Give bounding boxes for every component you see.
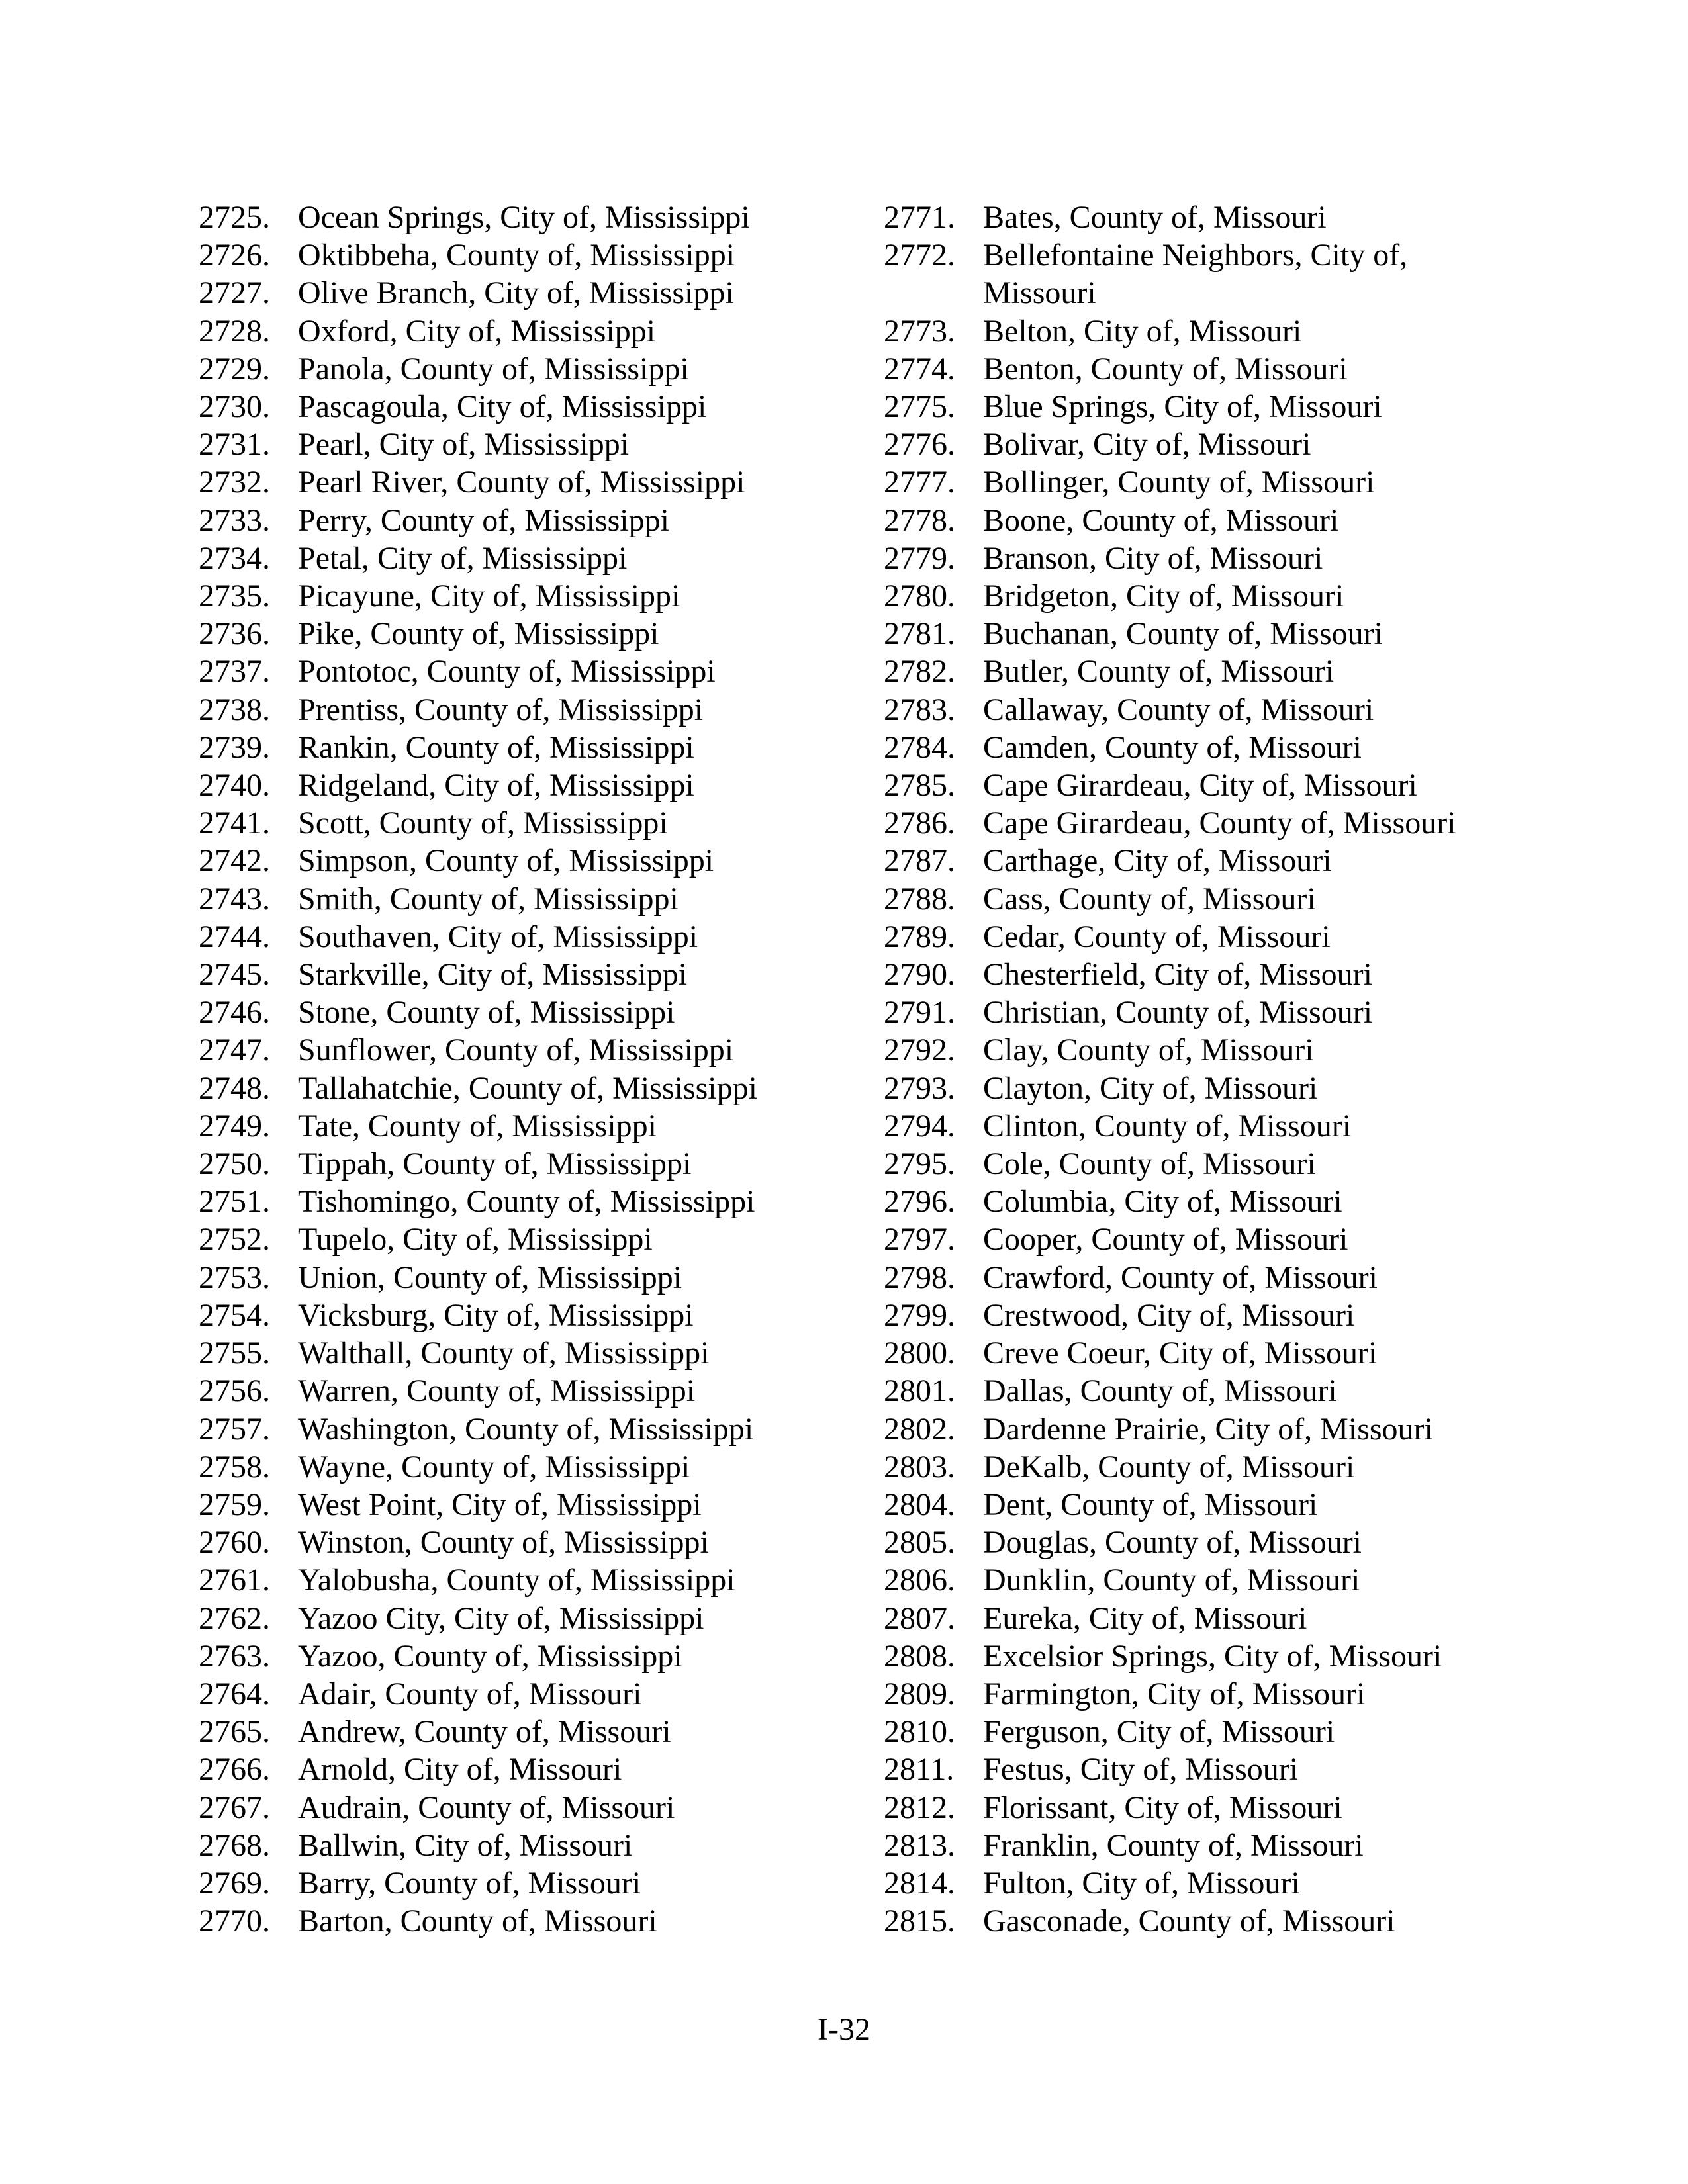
entry-name: Dent, County of, Missouri: [983, 1486, 1318, 1522]
entry-number: 2800.: [884, 1336, 955, 1371]
list-item: [884, 236, 1506, 312]
entry-name: Perry, County of, Mississippi: [298, 502, 669, 538]
entry-name: Camden, County of, Missouri: [983, 729, 1362, 765]
entry-name: Southaven, City of, Mississippi: [298, 919, 698, 954]
list-item: [884, 426, 1506, 463]
entry-number: 2736.: [199, 616, 270, 652]
list-item: [884, 1561, 1506, 1599]
entry-number: 2801.: [884, 1373, 955, 1409]
entry-number: 2765.: [199, 1714, 270, 1750]
list-item: [199, 1637, 794, 1675]
list-item: [199, 1259, 794, 1297]
list-item: [884, 766, 1506, 804]
list-item: [884, 1069, 1506, 1107]
entry-number: 2758.: [199, 1449, 270, 1484]
list-item: [199, 615, 794, 653]
entry-name: Gasconade, County of, Missouri: [983, 1903, 1395, 1939]
entry-number: 2792.: [884, 1032, 955, 1068]
entry-name: Winston, County of, Mississippi: [298, 1525, 709, 1561]
entry-number: 2734.: [199, 540, 270, 576]
list-item: [884, 1864, 1506, 1902]
entry-name: Clay, County of, Missouri: [983, 1032, 1314, 1068]
list-item: [884, 1334, 1506, 1372]
right-column-list: [884, 199, 1506, 1940]
entry-name: Tallahatchie, County of, Mississippi: [298, 1070, 757, 1106]
list-item: [199, 766, 794, 804]
list-item: [199, 1902, 794, 1940]
list-item: [199, 880, 794, 918]
entry-number: 2789.: [884, 919, 955, 954]
entry-name: Yazoo City, City of, Mississippi: [298, 1600, 704, 1636]
entry-name: Oxford, City of, Mississippi: [298, 313, 656, 349]
list-item: [199, 577, 794, 615]
list-item: [199, 1297, 794, 1334]
entry-name: Christian, County of, Missouri: [983, 995, 1373, 1030]
list-item: [199, 1448, 794, 1486]
list-item: [199, 350, 794, 388]
entry-name: Adair, County of, Missouri: [298, 1676, 642, 1711]
list-item: [884, 1827, 1506, 1864]
list-item: [199, 1486, 794, 1524]
entry-name: Sunflower, County of, Mississippi: [298, 1032, 734, 1068]
entry-name: Cape Girardeau, County of, Missouri: [983, 805, 1456, 841]
entry-name: Bellefontaine Neighbors, City of, Missouri: [983, 238, 1408, 311]
list-item: [884, 1410, 1506, 1448]
entry-name: Pascagoula, City of, Mississippi: [298, 389, 707, 425]
entry-name: Andrew, County of, Missouri: [298, 1714, 671, 1750]
list-item: [199, 1107, 794, 1145]
list-item: [884, 1183, 1506, 1220]
list-item: [884, 1600, 1506, 1637]
entry-number: 2802.: [884, 1411, 955, 1447]
entry-number: 2746.: [199, 995, 270, 1030]
entry-number: 2757.: [199, 1411, 270, 1447]
entry-number: 2790.: [884, 957, 955, 993]
entry-number: 2767.: [199, 1790, 270, 1825]
list-item: [884, 1902, 1506, 1940]
list-item: [199, 1713, 794, 1751]
entry-name: Farmington, City of, Missouri: [983, 1676, 1366, 1711]
entry-number: 2791.: [884, 995, 955, 1030]
list-item: [199, 502, 794, 539]
list-item: [884, 956, 1506, 993]
entry-number: 2777.: [884, 465, 955, 500]
list-item: [884, 1524, 1506, 1561]
list-item: [199, 1220, 794, 1258]
entry-number: 2781.: [884, 616, 955, 652]
entry-number: 2779.: [884, 540, 955, 576]
entry-name: Boone, County of, Missouri: [983, 502, 1339, 538]
entry-name: Carthage, City of, Missouri: [983, 843, 1332, 879]
list-item: [884, 1713, 1506, 1751]
entry-number: 2772.: [884, 238, 955, 273]
entry-number: 2743.: [199, 881, 270, 917]
entry-name: Dardenne Prairie, City of, Missouri: [983, 1411, 1433, 1447]
entry-name: Cass, County of, Missouri: [983, 881, 1316, 917]
left-column-list: [199, 199, 794, 1940]
entry-number: 2787.: [884, 843, 955, 879]
entry-name: Eureka, City of, Missouri: [983, 1600, 1307, 1636]
entry-number: 2785.: [884, 768, 955, 803]
list-item: [884, 842, 1506, 880]
entry-number: 2797.: [884, 1222, 955, 1257]
list-item: [199, 274, 794, 312]
entry-number: 2742.: [199, 843, 270, 879]
entry-number: 2788.: [884, 881, 955, 917]
entry-number: 2773.: [884, 313, 955, 349]
entry-number: 2753.: [199, 1259, 270, 1295]
entry-name: Starkville, City of, Mississippi: [298, 957, 688, 993]
list-item: [199, 1334, 794, 1372]
list-item: [884, 1486, 1506, 1524]
list-item: [199, 1789, 794, 1827]
entry-number: 2771.: [884, 200, 955, 235]
list-item: [884, 199, 1506, 236]
entry-name: Benton, County of, Missouri: [983, 351, 1348, 387]
list-item: [884, 1107, 1506, 1145]
entry-number: 2747.: [199, 1032, 270, 1068]
list-item: [199, 1600, 794, 1637]
entry-number: 2744.: [199, 919, 270, 954]
entry-name: Wayne, County of, Mississippi: [298, 1449, 690, 1484]
entry-name: Cedar, County of, Missouri: [983, 919, 1331, 954]
entry-number: 2755.: [199, 1336, 270, 1371]
entry-name: Pearl, City of, Mississippi: [298, 427, 630, 463]
entry-name: Yazoo, County of, Mississippi: [298, 1638, 682, 1674]
list-item: [884, 1145, 1506, 1183]
entry-number: 2814.: [884, 1865, 955, 1901]
list-item: [199, 804, 794, 842]
entry-number: 2725.: [199, 200, 270, 235]
list-item: [884, 388, 1506, 426]
entry-number: 2803.: [884, 1449, 955, 1484]
list-item: [199, 463, 794, 501]
entry-number: 2750.: [199, 1146, 270, 1182]
entry-number: 2786.: [884, 805, 955, 841]
list-item: [884, 463, 1506, 501]
entry-number: 2809.: [884, 1676, 955, 1711]
entry-name: Tate, County of, Mississippi: [298, 1108, 657, 1144]
entry-name: Olive Branch, City of, Mississippi: [298, 275, 734, 311]
list-item: [199, 729, 794, 766]
entry-name: Audrain, County of, Missouri: [298, 1790, 675, 1825]
entry-number: 2813.: [884, 1827, 955, 1863]
entry-number: 2769.: [199, 1865, 270, 1901]
list-item: [199, 1751, 794, 1788]
entry-name: Tishomingo, County of, Mississippi: [298, 1184, 755, 1220]
entry-number: 2812.: [884, 1790, 955, 1825]
entry-name: Pontotoc, County of, Mississippi: [298, 654, 716, 690]
list-item: [199, 388, 794, 426]
entry-number: 2794.: [884, 1108, 955, 1144]
list-item: [199, 426, 794, 463]
list-item: [884, 577, 1506, 615]
list-item: [199, 1031, 794, 1069]
entry-number: 2735.: [199, 578, 270, 614]
entry-name: Bates, County of, Missouri: [983, 200, 1327, 235]
list-item: [199, 691, 794, 729]
entry-number: 2760.: [199, 1525, 270, 1561]
list-item: [884, 502, 1506, 539]
entry-name: Douglas, County of, Missouri: [983, 1525, 1362, 1561]
entry-number: 2762.: [199, 1600, 270, 1636]
entry-number: 2805.: [884, 1525, 955, 1561]
entry-name: Scott, County of, Mississippi: [298, 805, 668, 841]
entry-number: 2806.: [884, 1563, 955, 1598]
list-item: [199, 956, 794, 993]
list-item: [884, 615, 1506, 653]
entry-name: Washington, County of, Mississippi: [298, 1411, 754, 1447]
list-item: [884, 918, 1506, 956]
entry-number: 2740.: [199, 768, 270, 803]
entry-number: 2756.: [199, 1373, 270, 1409]
entry-name: Buchanan, County of, Missouri: [983, 616, 1383, 652]
list-item: [884, 1031, 1506, 1069]
list-item: [199, 1561, 794, 1599]
entry-number: 2810.: [884, 1714, 955, 1750]
entry-name: Panola, County of, Mississippi: [298, 351, 689, 387]
list-item: [884, 729, 1506, 766]
entry-number: 2764.: [199, 1676, 270, 1711]
list-item: [884, 350, 1506, 388]
list-item: [884, 1789, 1506, 1827]
entry-number: 2783.: [884, 692, 955, 727]
list-item: [199, 653, 794, 690]
entry-name: Ridgeland, City of, Mississippi: [298, 768, 694, 803]
entry-name: Rankin, County of, Mississippi: [298, 729, 694, 765]
list-item: [884, 653, 1506, 690]
entry-number: 2727.: [199, 275, 270, 311]
entry-number: 2796.: [884, 1184, 955, 1220]
entry-name: Oktibbeha, County of, Mississippi: [298, 238, 735, 273]
entry-number: 2798.: [884, 1259, 955, 1295]
entry-name: Petal, City of, Mississippi: [298, 540, 628, 576]
entry-number: 2766.: [199, 1752, 270, 1788]
list-item: [199, 1675, 794, 1713]
entry-name: Pearl River, County of, Mississippi: [298, 465, 745, 500]
entry-name: DeKalb, County of, Missouri: [983, 1449, 1355, 1484]
list-item: [884, 1372, 1506, 1410]
entry-name: Ocean Springs, City of, Mississippi: [298, 200, 750, 235]
list-item: [199, 1145, 794, 1183]
entry-number: 2770.: [199, 1903, 270, 1939]
entry-name: Smith, County of, Mississippi: [298, 881, 679, 917]
entry-number: 2778.: [884, 502, 955, 538]
entry-name: Blue Springs, City of, Missouri: [983, 389, 1382, 425]
entry-number: 2745.: [199, 957, 270, 993]
list-item: [199, 539, 794, 577]
entry-name: Stone, County of, Mississippi: [298, 995, 675, 1030]
entry-number: 2759.: [199, 1486, 270, 1522]
entry-name: Branson, City of, Missouri: [983, 540, 1323, 576]
entry-number: 2776.: [884, 427, 955, 463]
entry-name: Simpson, County of, Mississippi: [298, 843, 714, 879]
entry-name: Vicksburg, City of, Mississippi: [298, 1297, 694, 1333]
entry-name: Tupelo, City of, Mississippi: [298, 1222, 653, 1257]
page-number: I-32: [818, 2012, 870, 2047]
entry-name: Chesterfield, City of, Missouri: [983, 957, 1372, 993]
list-item: [199, 199, 794, 236]
entry-number: 2730.: [199, 389, 270, 425]
list-item: [199, 1827, 794, 1864]
entry-number: 2782.: [884, 654, 955, 690]
entry-number: 2738.: [199, 692, 270, 727]
entry-name: Pike, County of, Mississippi: [298, 616, 659, 652]
list-item: [884, 1448, 1506, 1486]
entry-name: Dallas, County of, Missouri: [983, 1373, 1337, 1409]
list-item: [199, 1524, 794, 1561]
entry-name: Ballwin, City of, Missouri: [298, 1827, 633, 1863]
entry-number: 2737.: [199, 654, 270, 690]
entry-number: 2754.: [199, 1297, 270, 1333]
entry-number: 2799.: [884, 1297, 955, 1333]
entry-name: Florissant, City of, Missouri: [983, 1790, 1342, 1825]
entry-name: Picayune, City of, Mississippi: [298, 578, 680, 614]
list-item: [884, 993, 1506, 1031]
entry-number: 2751.: [199, 1184, 270, 1220]
list-item: [199, 1372, 794, 1410]
entry-name: Bollinger, County of, Missouri: [983, 465, 1375, 500]
entry-number: 2780.: [884, 578, 955, 614]
entry-name: Franklin, County of, Missouri: [983, 1827, 1364, 1863]
entry-name: Bridgeton, City of, Missouri: [983, 578, 1344, 614]
entry-name: Excelsior Springs, City of, Missouri: [983, 1638, 1442, 1674]
entry-number: 2726.: [199, 238, 270, 273]
entry-number: 2784.: [884, 729, 955, 765]
entry-number: 2775.: [884, 389, 955, 425]
entry-name: Clayton, City of, Missouri: [983, 1070, 1318, 1106]
entry-number: 2733.: [199, 502, 270, 538]
entry-name: Bolivar, City of, Missouri: [983, 427, 1311, 463]
entry-number: 2741.: [199, 805, 270, 841]
entry-number: 2731.: [199, 427, 270, 463]
entry-name: Cooper, County of, Missouri: [983, 1222, 1348, 1257]
list-item: [199, 236, 794, 274]
list-item: [199, 842, 794, 880]
entry-number: 2728.: [199, 313, 270, 349]
list-item: [884, 1220, 1506, 1258]
entry-number: 2804.: [884, 1486, 955, 1522]
list-item: [199, 1069, 794, 1107]
list-item: [884, 1259, 1506, 1297]
entry-name: Cape Girardeau, City of, Missouri: [983, 768, 1417, 803]
entry-name: Crawford, County of, Missouri: [983, 1259, 1378, 1295]
entry-number: 2761.: [199, 1563, 270, 1598]
list-item: [884, 880, 1506, 918]
entry-number: 2815.: [884, 1903, 955, 1939]
entry-number: 2808.: [884, 1638, 955, 1674]
entry-number: 2752.: [199, 1222, 270, 1257]
entry-name: Arnold, City of, Missouri: [298, 1752, 622, 1788]
entry-number: 2768.: [199, 1827, 270, 1863]
list-item: [884, 539, 1506, 577]
entry-number: 2729.: [199, 351, 270, 387]
list-item: [199, 993, 794, 1031]
entry-name: Belton, City of, Missouri: [983, 313, 1302, 349]
entry-name: Warren, County of, Mississippi: [298, 1373, 696, 1409]
entry-number: 2793.: [884, 1070, 955, 1106]
list-item: [884, 1637, 1506, 1675]
entry-number: 2774.: [884, 351, 955, 387]
entry-name: West Point, City of, Mississippi: [298, 1486, 702, 1522]
entry-name: Barton, County of, Missouri: [298, 1903, 657, 1939]
list-item: [884, 1751, 1506, 1788]
entry-number: 2763.: [199, 1638, 270, 1674]
list-item: [199, 1183, 794, 1220]
entry-name: Union, County of, Mississippi: [298, 1259, 682, 1295]
entry-name: Crestwood, City of, Missouri: [983, 1297, 1355, 1333]
entry-name: Prentiss, County of, Mississippi: [298, 692, 704, 727]
entry-name: Tippah, County of, Mississippi: [298, 1146, 692, 1182]
entry-name: Dunklin, County of, Missouri: [983, 1563, 1360, 1598]
entry-number: 2749.: [199, 1108, 270, 1144]
entry-name: Columbia, City of, Missouri: [983, 1184, 1342, 1220]
entry-name: Callaway, County of, Missouri: [983, 692, 1374, 727]
list-item: [199, 1410, 794, 1448]
list-item: [884, 804, 1506, 842]
list-item: [199, 312, 794, 350]
entry-name: Ferguson, City of, Missouri: [983, 1714, 1335, 1750]
entry-name: Creve Coeur, City of, Missouri: [983, 1336, 1378, 1371]
entry-name: Cole, County of, Missouri: [983, 1146, 1316, 1182]
list-item: [199, 918, 794, 956]
entry-name: Clinton, County of, Missouri: [983, 1108, 1352, 1144]
list-item: [884, 1297, 1506, 1334]
list-item: [884, 312, 1506, 350]
entry-number: 2807.: [884, 1600, 955, 1636]
entry-name: Barry, County of, Missouri: [298, 1865, 641, 1901]
entry-name: Festus, City of, Missouri: [983, 1752, 1299, 1788]
list-item: [884, 1675, 1506, 1713]
entry-number: 2748.: [199, 1070, 270, 1106]
entry-name: Fulton, City of, Missouri: [983, 1865, 1300, 1901]
entry-name: Walthall, County of, Mississippi: [298, 1336, 710, 1371]
entry-number: 2811.: [884, 1752, 955, 1788]
list-item: [884, 691, 1506, 729]
entry-number: 2795.: [884, 1146, 955, 1182]
entry-name: Yalobusha, County of, Mississippi: [298, 1563, 735, 1598]
list-item: [199, 1864, 794, 1902]
entry-number: 2739.: [199, 729, 270, 765]
entry-number: 2732.: [199, 465, 270, 500]
entry-name: Butler, County of, Missouri: [983, 654, 1335, 690]
